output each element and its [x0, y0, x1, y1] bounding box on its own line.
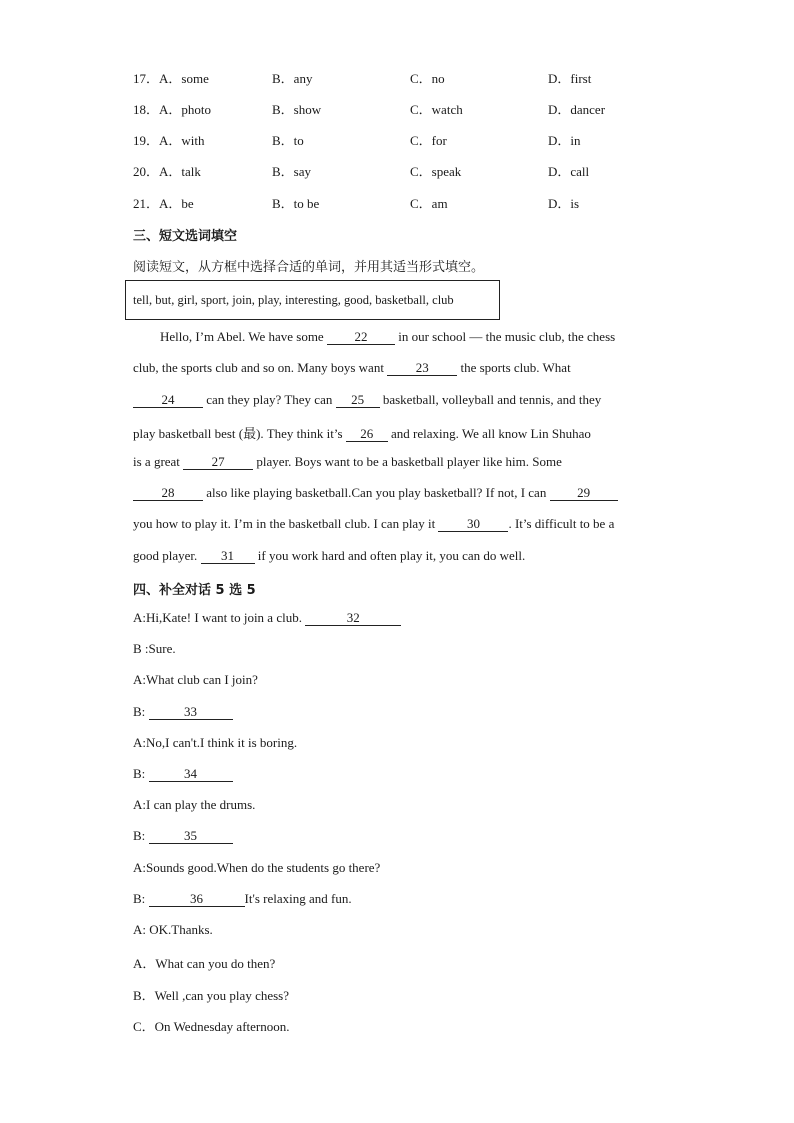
dialogue-line-1: A:Hi,Kate! I want to join a club. 32 — [133, 610, 401, 626]
section-3-heading: 三、短文选词填空 — [133, 229, 238, 244]
blank-33[interactable]: 33 — [149, 705, 233, 720]
question-row-17 — [133, 68, 693, 88]
blank-23[interactable]: 23 — [387, 361, 457, 376]
blank-31[interactable]: 31 — [201, 549, 255, 564]
option-b: B．Well ,can you play chess? — [133, 988, 289, 1003]
option-d: D．in — [548, 133, 581, 148]
dialogue-line-7: A:I can play the drums. — [133, 797, 256, 812]
word-box-text: tell, but, girl, sport, join, play, interesting, good, basketball, club — [133, 292, 454, 307]
passage-line-8: good player. 31 if you work hard and often play it, you can do well. — [133, 548, 526, 563]
option-b: B．to — [272, 133, 304, 148]
blank-26[interactable]: 26 — [346, 427, 388, 442]
dialogue-line-3: A:What club can I join? — [133, 672, 258, 687]
question-number-and-option-a: 18．A．photo — [133, 102, 212, 117]
passage-line-4: play basketball best (最). They think it’s 26 and relaxing. We all know Lin Shuhao — [133, 426, 591, 441]
dialogue-line-9: A:Sounds good.When do the students go there? — [133, 860, 381, 875]
blank-36[interactable]: 36 — [149, 892, 245, 907]
question-row-21 — [133, 193, 693, 213]
option-b: B．show — [272, 102, 322, 117]
blank-27[interactable]: 27 — [183, 455, 253, 470]
blank-22[interactable]: 22 — [327, 330, 395, 345]
passage-line-7: you how to play it. I’m in the basketball club. I can play it 30 . It’s difficult to be a — [133, 516, 615, 531]
option-c: C．no — [410, 71, 445, 86]
option-c: C．for — [410, 133, 447, 148]
question-row-18 — [133, 99, 693, 119]
question-number-and-option-a: 20．A．talk — [133, 164, 201, 179]
option-d: D．dancer — [548, 102, 606, 117]
question-number-and-option-a: 21．A．be — [133, 196, 194, 211]
blank-28[interactable]: 28 — [133, 486, 203, 501]
passage-line-3: 24 can they play? They can 25 basketball, volleyball and tennis, and they — [133, 392, 663, 408]
option-d: D．first — [548, 71, 592, 86]
blank-32[interactable]: 32 — [305, 611, 401, 626]
option-c: C．am — [410, 196, 448, 211]
option-d: D．is — [548, 196, 580, 211]
section-3-instruction: 阅读短文，从方框中选择合适的单词，并用其适当形式填空。 — [133, 260, 485, 275]
word-box — [125, 280, 500, 320]
option-b: B．to be — [272, 196, 320, 211]
dialogue-line-5: A:No,I can't.I think it is boring. — [133, 735, 298, 750]
dialogue-line-10: B: 36 It's relaxing and fun. — [133, 891, 352, 906]
question-number-and-option-a: 17．A．some — [133, 71, 209, 86]
blank-34[interactable]: 34 — [149, 767, 233, 782]
blank-35[interactable]: 35 — [149, 829, 233, 844]
dialogue-line-2: B :Sure. — [133, 641, 176, 656]
question-row-20 — [133, 161, 693, 181]
dialogue-line-6: B: 34 — [133, 766, 233, 782]
question-row-19 — [133, 130, 693, 150]
dialogue-line-4: B: 33 — [133, 704, 233, 720]
option-c: C．On Wednesday afternoon. — [133, 1019, 290, 1034]
option-b: B．any — [272, 71, 313, 86]
option-c: C．watch — [410, 102, 463, 117]
option-d: D．call — [548, 164, 590, 179]
passage-line-1: Hello, I’m Abel. We have some 22 in our school — the music club, the chess — [160, 329, 616, 344]
blank-30[interactable]: 30 — [438, 517, 508, 532]
blank-29[interactable]: 29 — [550, 486, 618, 501]
option-b: B．say — [272, 164, 312, 179]
dialogue-line-11: A: OK.Thanks. — [133, 922, 213, 937]
passage-line-5: is a great 27 player. Boys want to be a basketball player like him. Some — [133, 454, 562, 469]
passage-line-2: club, the sports club and so on. Many boys want 23 the sports club. What — [133, 360, 571, 375]
blank-25[interactable]: 25 — [336, 393, 380, 408]
section-4-heading: 四、补全对话 5 选 5 — [133, 583, 256, 598]
option-c: C．speak — [410, 164, 462, 179]
question-number-and-option-a: 19．A．with — [133, 133, 205, 148]
passage-line-6: 28 also like playing basketball.Can you play basketball? If not, I can 29 — [133, 485, 663, 501]
dialogue-line-8: B: 35 — [133, 828, 233, 844]
option-a: A．What can you do then? — [133, 956, 276, 971]
blank-24[interactable]: 24 — [133, 393, 203, 408]
